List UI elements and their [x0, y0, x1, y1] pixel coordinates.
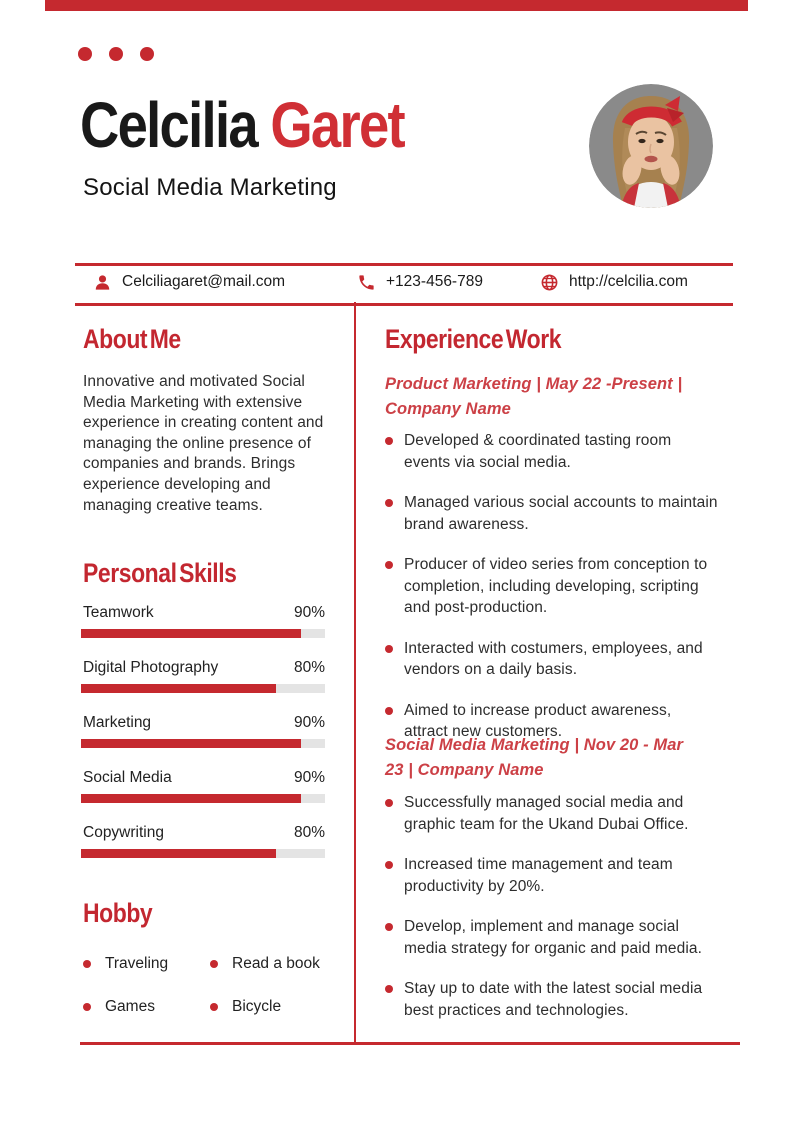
- hobby-label: Bicycle: [232, 998, 282, 1015]
- skill-bar-track: [81, 849, 325, 858]
- skill-bar-track: [81, 684, 325, 693]
- person-icon: [93, 273, 112, 292]
- skill-item: [81, 714, 325, 748]
- skill-percent: 90%: [293, 604, 325, 621]
- hobby-item: [210, 955, 320, 973]
- decoration-dots: [78, 47, 154, 61]
- person-name: [80, 89, 461, 161]
- bullet-item: [385, 978, 718, 1021]
- bullet-item: [385, 554, 718, 619]
- skill-bar-fill: [81, 794, 301, 803]
- top-accent-bar: [45, 0, 748, 11]
- globe-icon: [540, 273, 559, 292]
- skill-item: [81, 604, 325, 638]
- skill-bar-fill: [81, 629, 301, 638]
- bullet-item: [385, 792, 718, 835]
- last-name: Garet: [270, 89, 404, 161]
- website-text: http://celcilia.com: [569, 273, 688, 290]
- skill-bar-fill: [81, 849, 276, 858]
- phone-icon: [357, 273, 376, 292]
- skill-bar-track: [81, 739, 325, 748]
- skill-percent: 80%: [293, 824, 325, 841]
- hobby-item: [210, 998, 320, 1016]
- avatar-illustration: [589, 84, 713, 208]
- skill-item: [81, 769, 325, 803]
- bullet-icon: [385, 437, 393, 445]
- bullet-text: Producer of video series from conception to completion, including developing, scripting and post-production.: [404, 556, 708, 616]
- bullet-icon: [385, 499, 393, 507]
- job-title: Social Media Marketing | Nov 20 - Mar 23 | Company Name: [385, 736, 684, 779]
- skills-heading: Personal Skills: [83, 558, 237, 588]
- contact-email[interactable]: [93, 270, 285, 294]
- phone-text: +123-456-789: [386, 273, 483, 290]
- skill-bar-track: [81, 794, 325, 803]
- bullet-icon: [385, 561, 393, 569]
- skill-bar-track: [81, 629, 325, 638]
- skill-item: [81, 659, 325, 693]
- skill-bar-fill: [81, 739, 301, 748]
- bullet-text: Managed various social accounts to maintain brand awareness.: [404, 494, 718, 533]
- bullet-text: Stay up to date with the latest social media best practices and technologies.: [404, 980, 703, 1019]
- hobby-item: [83, 998, 210, 1016]
- bullet-icon: [385, 707, 393, 715]
- bullet-icon: [385, 861, 393, 869]
- skills-list: [81, 604, 325, 879]
- dot-icon: [140, 47, 154, 61]
- skill-label: Digital Photography: [83, 659, 219, 676]
- bullet-item: [385, 854, 718, 897]
- bullet-icon: [83, 1003, 91, 1011]
- skill-label: Teamwork: [83, 604, 154, 621]
- bullet-text: Interacted with costumers, employees, and vendors on a daily basis.: [404, 639, 703, 678]
- job-subtitle: Social Media Marketing: [83, 174, 337, 201]
- contact-phone[interactable]: [357, 270, 483, 294]
- bullet-text: Aimed to increase product awareness, attract new customers.: [404, 701, 672, 740]
- bullet-item: [385, 492, 718, 535]
- skill-label: Marketing: [83, 714, 152, 731]
- first-name: Celcilia: [80, 89, 257, 161]
- bullet-item: [385, 430, 718, 473]
- bullet-text: Developed & coordinated tasting room events via social media.: [404, 432, 672, 471]
- about-heading: About Me: [83, 324, 181, 354]
- dot-icon: [109, 47, 123, 61]
- skill-item: [81, 824, 325, 858]
- hobby-item: [83, 955, 210, 973]
- dot-icon: [78, 47, 92, 61]
- bullet-item: [385, 638, 718, 681]
- bullet-text: Develop, implement and manage social media strategy for organic and paid media.: [404, 918, 703, 957]
- bullet-text: Successfully managed social media and graphic team for the Ukand Dubai Office.: [404, 794, 689, 833]
- about-text: Innovative and motivated Social Media Marketing with extensive experience in creating content and managing the online presence of companies and brands. Brings experience developing and managing creative teams.: [83, 373, 324, 514]
- hobby-label: Traveling: [105, 955, 169, 972]
- column-divider: [354, 302, 356, 1043]
- skill-label: Social Media: [83, 769, 172, 786]
- bullet-text: Increased time management and team productivity by 20%.: [404, 856, 673, 895]
- skill-bar-fill: [81, 684, 276, 693]
- skill-percent: 90%: [293, 769, 325, 786]
- profile-photo: [589, 84, 713, 208]
- hobby-label: Games: [105, 998, 155, 1015]
- bullet-icon: [385, 985, 393, 993]
- hobby-heading: Hobby: [83, 898, 153, 928]
- skill-label: Copywriting: [83, 824, 164, 841]
- bullet-icon: [385, 799, 393, 807]
- bullet-icon: [385, 923, 393, 931]
- bullet-item: [385, 916, 718, 959]
- bottom-accent-line: [80, 1042, 740, 1045]
- job-title: Product Marketing | May 22 -Present | Company Name: [385, 375, 683, 418]
- contact-website[interactable]: [540, 270, 688, 294]
- email-text: Celciliagaret@mail.com: [122, 273, 286, 290]
- job-bullet-list: [385, 792, 718, 1040]
- bullet-icon: [210, 960, 218, 968]
- skill-percent: 90%: [293, 714, 325, 731]
- bullet-icon: [210, 1003, 218, 1011]
- hobby-label: Read a book: [232, 955, 320, 972]
- experience-heading: Experience Work: [385, 324, 562, 354]
- hobby-list: [83, 955, 320, 1016]
- job-bullet-list: [385, 430, 718, 762]
- skill-percent: 80%: [293, 659, 325, 676]
- bullet-icon: [83, 960, 91, 968]
- bullet-icon: [385, 645, 393, 653]
